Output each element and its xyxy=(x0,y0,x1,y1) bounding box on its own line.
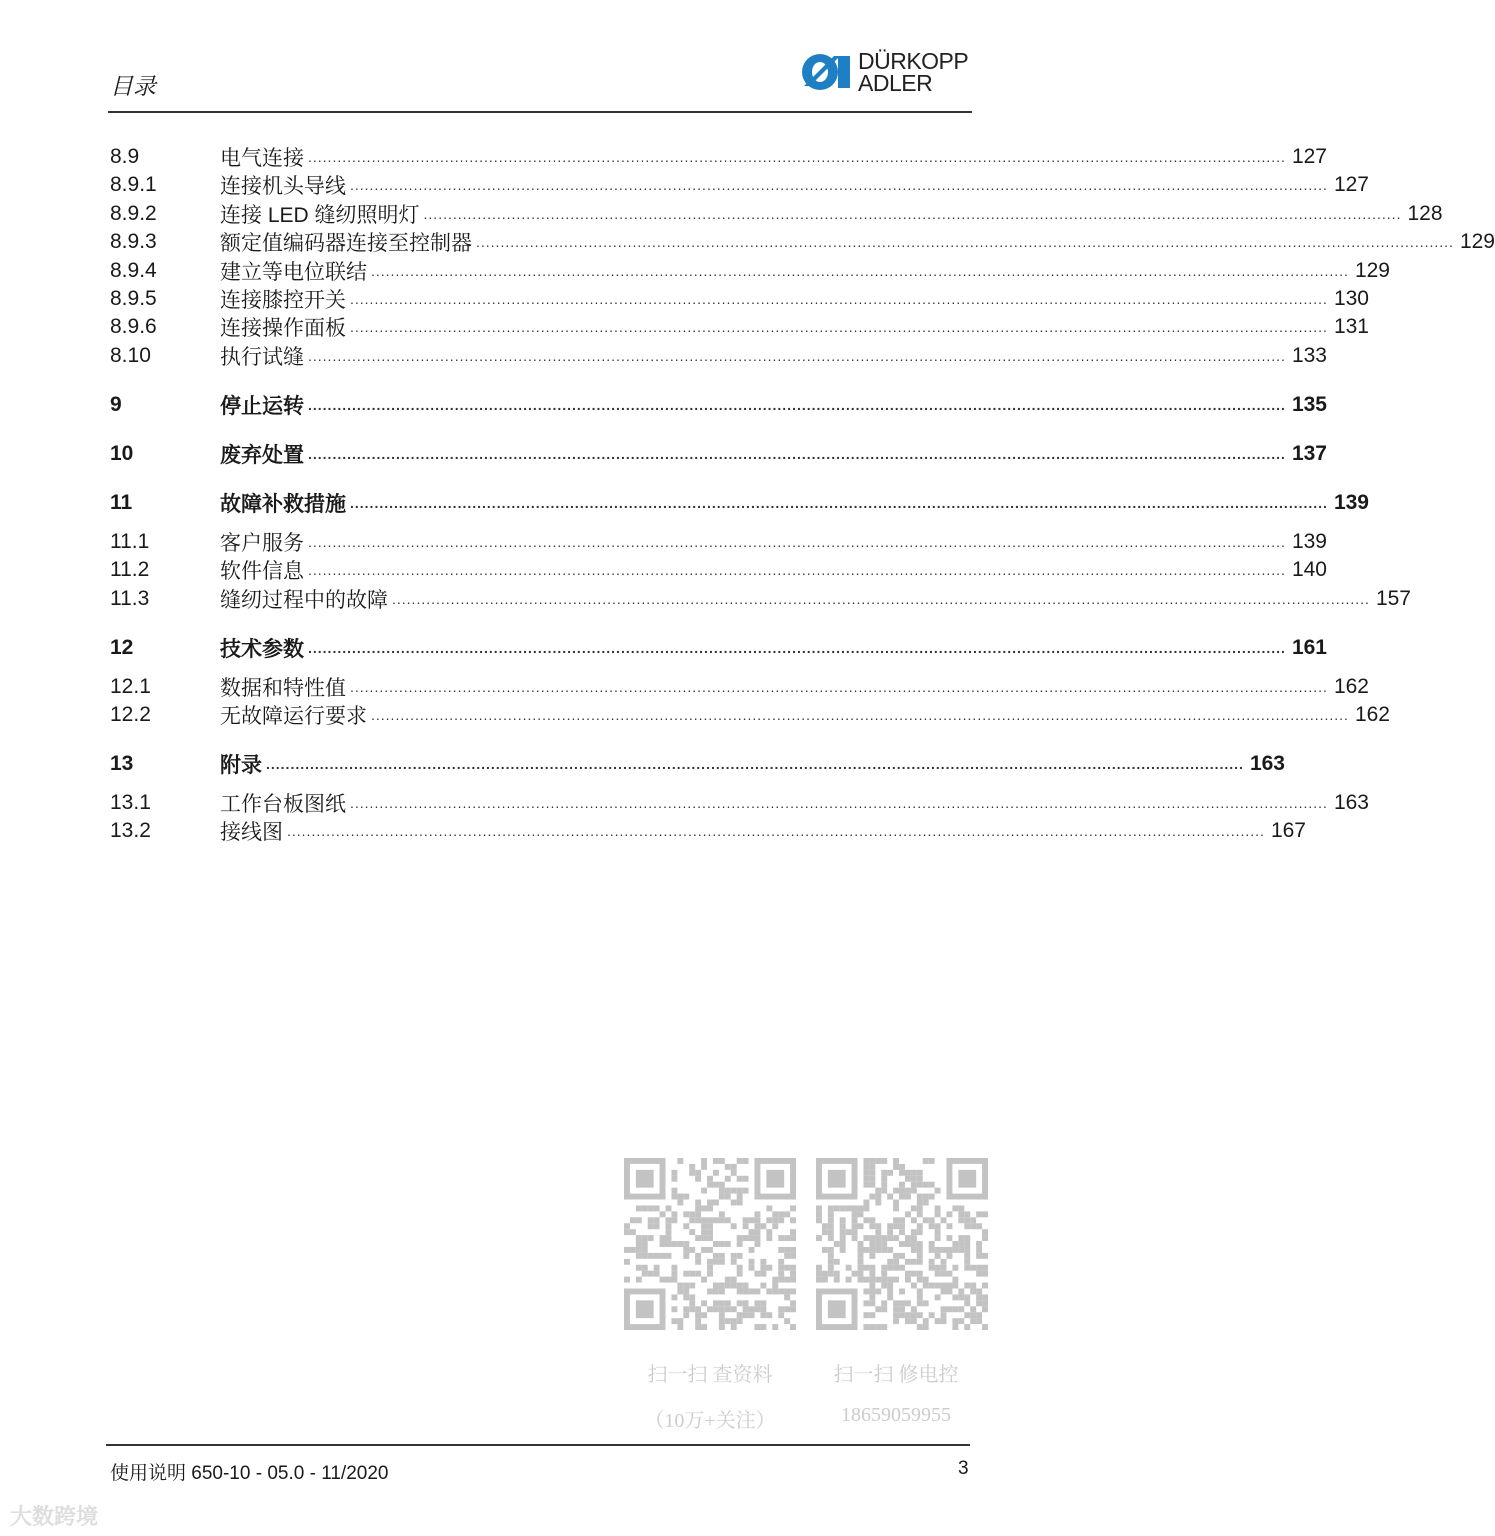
toc-entry-page: 140 xyxy=(1291,558,1327,582)
toc-entry-page: 161 xyxy=(1291,635,1327,659)
toc-entry-number: 8.9.3 xyxy=(110,230,157,254)
toc-entry[interactable] xyxy=(110,556,1327,584)
toc-entry-number: 8.9.1 xyxy=(110,173,157,197)
toc-entry-number: 11.1 xyxy=(110,529,150,553)
toc-leader-dots: ........................................................................................................................................................................................................ xyxy=(423,205,1402,222)
brand-line1: DÜRKOPP xyxy=(858,48,969,74)
toc-entry-page: 139 xyxy=(1291,529,1327,553)
toc-entry-page: 163 xyxy=(1249,752,1285,775)
toc-entry[interactable] xyxy=(110,285,1369,313)
toc-entry-number: 12 xyxy=(110,635,134,659)
toc-leader-dots: ........................................................................................................................................................................................................ xyxy=(350,678,1328,695)
toc-entry-number: 8.9.6 xyxy=(110,315,157,339)
section-title: 目录 xyxy=(110,73,156,99)
toc-leader-dots: ........................................................................................................................................................................................................ xyxy=(371,262,1349,279)
toc-entry[interactable] xyxy=(110,391,1327,419)
qr-code-right xyxy=(816,1158,988,1330)
toc-entry-title: 数据和特性值 xyxy=(220,676,346,700)
toc-entry[interactable] xyxy=(110,701,1390,729)
toc-entry-title: 工作台板图纸 xyxy=(220,793,346,816)
toc-leader-dots: ........................................................................................................................................................................................................ xyxy=(308,533,1286,550)
toc-entry-number: 13.2 xyxy=(110,819,151,843)
header-divider xyxy=(108,111,972,113)
toc-entry-page: 127 xyxy=(1333,173,1369,197)
toc-entry-number: 8.9.4 xyxy=(110,258,157,282)
toc-entry-title: 缝纫过程中的故障 xyxy=(220,588,388,612)
toc-entry-number: 11 xyxy=(110,490,133,514)
footer-page-number: 3 xyxy=(958,1458,969,1479)
toc-entry-title: 技术参数 xyxy=(220,637,304,661)
toc-leader-dots: ........................................................................................................................................................................................................ xyxy=(371,707,1349,723)
toc-entry-title: 连接 LED 缝纫照明灯 xyxy=(220,203,420,227)
toc-leader-dots: ........................................................................................................................................................................................................ xyxy=(350,177,1328,194)
toc-entry[interactable] xyxy=(110,750,1285,778)
toc-entry[interactable] xyxy=(110,789,1369,817)
toc-entry[interactable] xyxy=(110,171,1369,199)
toc-leader-dots: ........................................................................................................................................................................................................ xyxy=(308,445,1286,462)
toc-entry[interactable] xyxy=(110,143,1327,171)
toc-entry-page: 157 xyxy=(1375,586,1411,610)
toc-entry-title: 软件信息 xyxy=(220,560,304,584)
toc-entry-number: 8.10 xyxy=(110,343,151,367)
qr-left-subcaption: （10万+关注） xyxy=(644,1410,776,1432)
toc-entry[interactable] xyxy=(110,585,1411,613)
brand-logo xyxy=(800,50,968,94)
toc-leader-dots: ........................................................................................................................................................................................................ xyxy=(350,319,1328,336)
qr-right-caption: 扫一扫 修电控 xyxy=(833,1364,959,1386)
toc-entry-title: 连接膝控开关 xyxy=(220,289,346,312)
toc-entry-title: 废弃处置 xyxy=(220,443,304,467)
footer-divider xyxy=(106,1444,970,1446)
toc-entry[interactable] xyxy=(110,342,1327,370)
toc-entry-number: 12.2 xyxy=(110,703,151,726)
qr-right-phone: 18659059955 xyxy=(841,1404,951,1426)
toc-entry-number: 11.3 xyxy=(110,586,150,610)
toc-entry-number: 13.1 xyxy=(110,791,151,814)
toc-entry-page: 130 xyxy=(1333,287,1369,310)
toc-entry-number: 9 xyxy=(110,392,122,416)
toc-entry-number: 12.1 xyxy=(110,674,151,698)
toc-entry-number: 8.9 xyxy=(110,145,140,168)
toc-entry[interactable] xyxy=(110,257,1390,285)
toc-entry-page: 162 xyxy=(1333,674,1369,698)
durkopp-adler-logo-icon xyxy=(800,50,852,94)
toc-leader-dots: ........................................................................................................................................................................................................ xyxy=(392,590,1370,607)
toc-entry-page: 131 xyxy=(1333,315,1369,339)
toc-entry-page: 133 xyxy=(1291,343,1327,367)
toc-entry[interactable] xyxy=(110,200,1443,228)
toc-entry-number: 8.9.5 xyxy=(110,287,157,310)
toc-entry-number: 11.2 xyxy=(110,558,150,582)
toc-entry-page: 163 xyxy=(1333,791,1369,814)
toc-entry[interactable] xyxy=(110,673,1369,701)
toc-entry[interactable] xyxy=(110,440,1327,468)
toc-entry-title: 执行试缝 xyxy=(220,345,304,369)
toc-entry-number: 8.9.2 xyxy=(110,201,157,225)
toc-entry-page: 135 xyxy=(1291,392,1327,416)
toc-entry-title: 无故障运行要求 xyxy=(220,705,367,728)
brand-line2: ADLER xyxy=(858,70,933,96)
qr-code-left xyxy=(624,1158,796,1330)
toc-entry-title: 停止运转 xyxy=(220,394,304,418)
toc-entry-page: 128 xyxy=(1407,201,1443,225)
toc-entry-title: 接线图 xyxy=(220,821,283,845)
toc-entry-page: 129 xyxy=(1459,230,1495,254)
toc-leader-dots: ........................................................................................................................................................................................................ xyxy=(308,639,1286,656)
toc-leader-dots: ........................................................................................................................................................................................................ xyxy=(287,823,1265,840)
toc-entry[interactable] xyxy=(110,228,1495,256)
toc-leader-dots: ........................................................................................................................................................................................................ xyxy=(308,396,1286,413)
toc-leader-dots: ........................................................................................................................................................................................................ xyxy=(350,494,1328,511)
toc-entry-title: 连接操作面板 xyxy=(220,317,346,341)
toc-leader-dots: ........................................................................................................................................................................................................ xyxy=(266,756,1244,772)
toc-entry[interactable] xyxy=(110,313,1369,341)
toc-leader-dots: ........................................................................................................................................................................................................ xyxy=(476,234,1454,251)
toc-entry[interactable] xyxy=(110,634,1327,662)
footer-doc-info: 使用说明 650-10 - 05.0 - 11/2020 xyxy=(110,1463,389,1484)
toc-entry-number: 13 xyxy=(110,752,134,775)
toc-entry-title: 客户服务 xyxy=(220,531,304,555)
toc-leader-dots: ........................................................................................................................................................................................................ xyxy=(350,795,1328,811)
toc-entry-page: 127 xyxy=(1291,145,1327,168)
toc-entry-page: 167 xyxy=(1270,819,1306,843)
toc-leader-dots: ........................................................................................................................................................................................................ xyxy=(308,149,1286,165)
qr-left-caption: 扫一扫 查资料 xyxy=(647,1364,773,1386)
toc-entry-title: 连接机头导线 xyxy=(220,175,346,199)
toc-entry-title: 故障补救措施 xyxy=(220,492,346,516)
toc-entry-page: 137 xyxy=(1291,441,1327,465)
toc-entry[interactable] xyxy=(110,817,1306,845)
toc-entry-title: 附录 xyxy=(220,754,262,777)
toc-leader-dots: ........................................................................................................................................................................................................ xyxy=(308,347,1286,364)
toc-entry-number: 10 xyxy=(110,441,134,465)
toc-entry-title: 电气连接 xyxy=(220,147,304,170)
toc-entry[interactable] xyxy=(110,528,1327,556)
toc-entry[interactable] xyxy=(110,489,1369,517)
toc-entry-title: 建立等电位联结 xyxy=(220,260,367,284)
toc-entry-title: 额定值编码器连接至控制器 xyxy=(220,232,472,256)
toc-entry-page: 139 xyxy=(1333,490,1369,514)
watermark: 大数跨境 xyxy=(10,1504,99,1529)
toc-entry-page: 129 xyxy=(1354,258,1390,282)
toc-entry-page: 162 xyxy=(1354,703,1390,726)
toc-leader-dots: ........................................................................................................................................................................................................ xyxy=(308,562,1286,579)
toc-leader-dots: ........................................................................................................................................................................................................ xyxy=(350,291,1328,307)
